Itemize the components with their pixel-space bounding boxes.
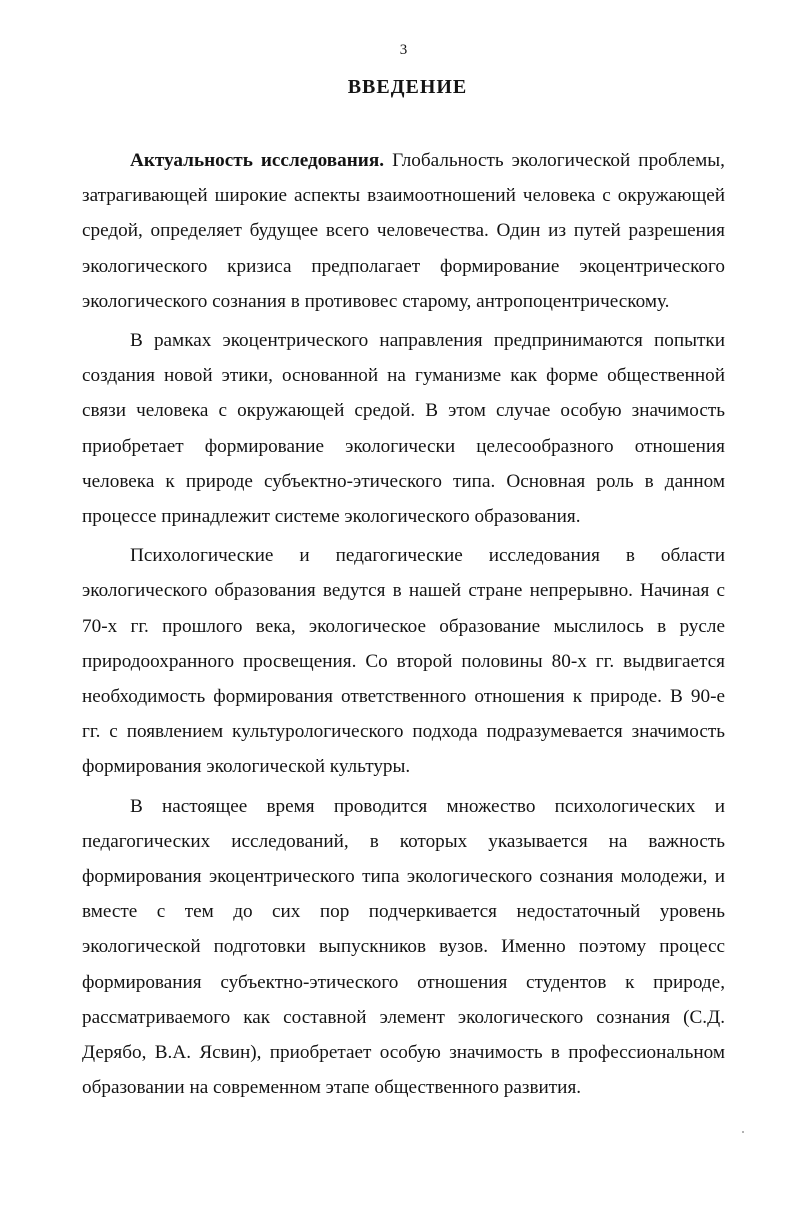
- paragraph-research-history: Психологические и педагогические исследования в области экологического образования ведутся в нашей стране непрерывно. Начиная с 70-х гг. прошлого века, экологическое образование мыслилось в русле природоохранного просвещения. Со второй половины 80-х гг. выдвигается необходимость формирования ответственного отношения к природе. В 90-е гг. с появлением культурологического подхода подразумевается значимость формирования экологической культуры.: [82, 545, 725, 778]
- page-title: ВВЕДЕНИЕ: [347, 76, 468, 98]
- body-text: [82, 143, 725, 1105]
- paragraph-relevance: [82, 143, 725, 319]
- paragraph-text: Глобальность экологической проблемы, затрагивающей широкие аспекты взаимоотношений человека с окружающей средой, определяет будущее всего человечества. Один из путей разрешения экологического кризиса предполагает формирование экоцентрического экологического сознания в противовес старому, антропоцентрическому.: [82, 150, 725, 312]
- paragraph-current-state: В настоящее время проводится множество психологических и педагогических исследований, в которых указывается на важность формирования экоцентрического типа экологического сознания молодежи, и вместе с тем до сих пор подчеркивается недостаточный уровень экологической подготовки выпускников вузов. Именно поэтому процесс формирования субъектно-этического отношения студентов к природе, рассматриваемого как составной элемент экологического сознания (С.Д. Дерябо, В.А. Ясвин), приобретает особую значимость в профессиональном образовании на современном этапе общественного развития.: [82, 795, 725, 1099]
- paragraph-ecocentric-direction: В рамках экоцентрического направления предпринимаются попытки создания новой этики, основанной на гуманизме как форме общественной связи человека с окружающей средой. В этом случае особую значимость приобретает формирование экологически целесообразного отношения человека к природе субъектно-этического типа. Основная роль в данном процессе принадлежит системе экологического образования.: [82, 330, 725, 528]
- scan-artifact-dot: [742, 1131, 744, 1133]
- paragraph-lead-heading: Актуальность исследования.: [130, 150, 385, 171]
- page-number: 3: [399, 42, 408, 58]
